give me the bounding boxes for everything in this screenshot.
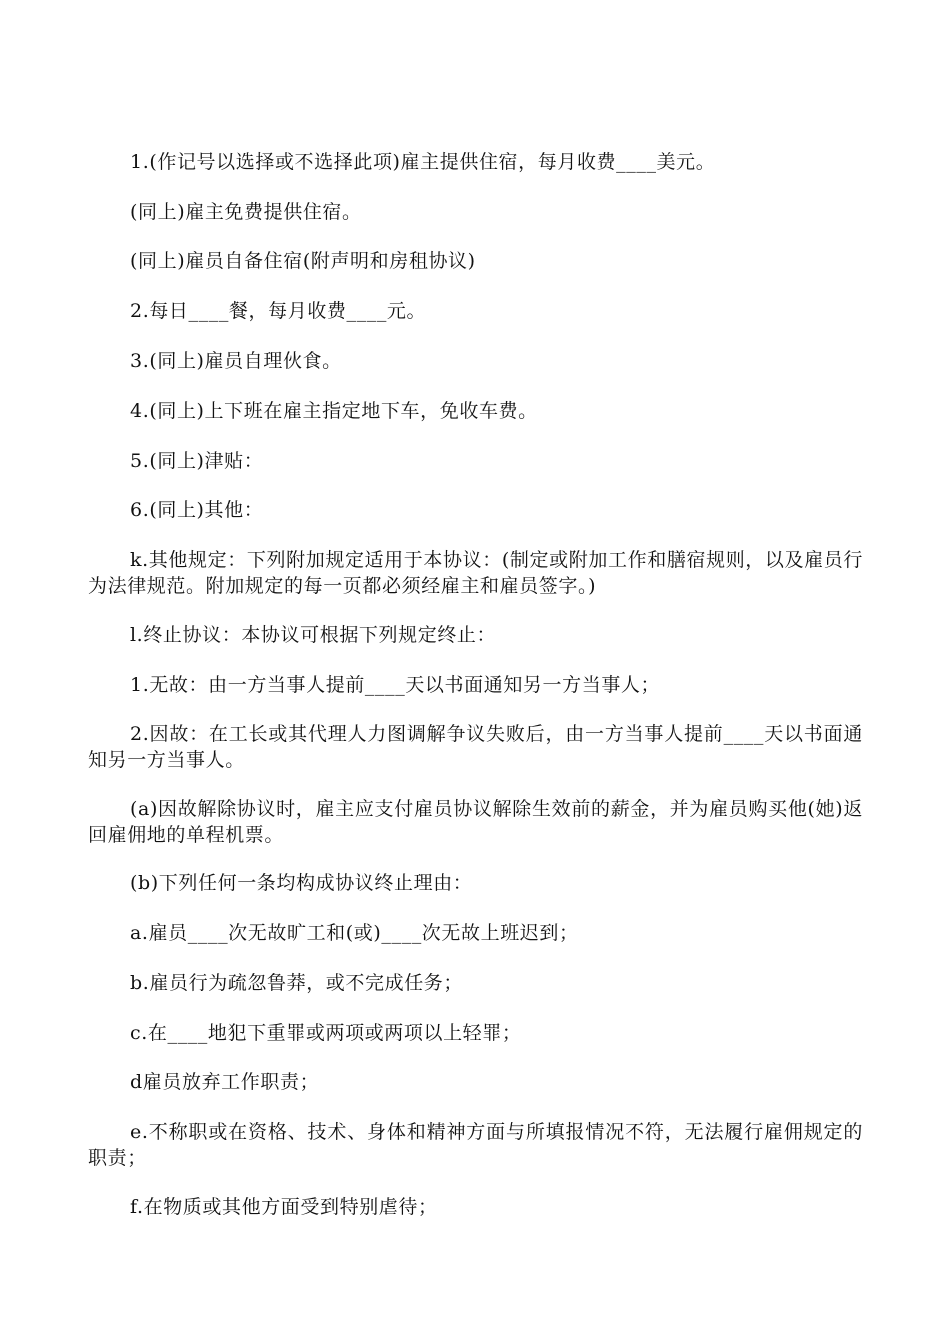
paragraph-termination-pay: (a)因故解除协议时，雇主应支付雇员协议解除生效前的薪金，并为雇员购买他(她)返回雇佣地的单程机票。 <box>88 798 863 846</box>
paragraph-own-lodging: (同上)雇员自备住宿(附声明和房租协议) <box>130 250 476 272</box>
paragraph-transport: 4.(同上)上下班在雇主指定地下车，免收车费。 <box>130 400 538 422</box>
paragraph-termination: l.终止协议：本协议可根据下列规定终止： <box>130 624 497 646</box>
paragraph-free-lodging: (同上)雇主免费提供住宿。 <box>130 201 362 223</box>
paragraph-negligence: b.雇员行为疏忽鲁莽，或不完成任务； <box>130 972 464 994</box>
paragraph-termination-reasons: (b)下列任何一条均构成协议终止理由： <box>130 872 473 894</box>
paragraph-self-meals: 3.(同上)雇员自理伙食。 <box>130 350 342 372</box>
paragraph-other-rules: k.其他规定：下列附加规定适用于本协议：(制定或附加工作和膳宿规则，以及雇员行为法律规范。附加规定的每一页都必须经雇主和雇员签字。) <box>88 549 863 597</box>
paragraph-abandon-duty: d雇员放弃工作职责； <box>130 1071 320 1093</box>
paragraph-allowance: 5.(同上)津贴： <box>130 450 264 472</box>
paragraph-felony: c.在____地犯下重罪或两项或两项以上轻罪； <box>130 1022 522 1044</box>
paragraph-absence: a.雇员____次无故旷工和(或)____次无故上班迟到； <box>130 922 579 944</box>
paragraph-without-cause: 1.无故：由一方当事人提前____天以书面通知另一方当事人； <box>130 674 661 696</box>
paragraph-with-cause: 2.因故：在工长或其代理人力图调解争议失败后，由一方当事人提前____天以书面通知另一方当事人。 <box>88 723 863 771</box>
paragraph-lodging-fee: 1.(作记号以选择或不选择此项)雇主提供住宿，每月收费____美元。 <box>130 151 716 173</box>
paragraph-incompetence: e.不称职或在资格、技术、身体和精神方面与所填报情况不符，无法履行雇佣规定的职责； <box>88 1121 863 1169</box>
paragraph-mistreatment: f.在物质或其他方面受到特别虐待； <box>130 1196 438 1218</box>
paragraph-meals: 2.每日____餐，每月收费____元。 <box>130 300 427 322</box>
paragraph-other: 6.(同上)其他： <box>130 499 264 521</box>
